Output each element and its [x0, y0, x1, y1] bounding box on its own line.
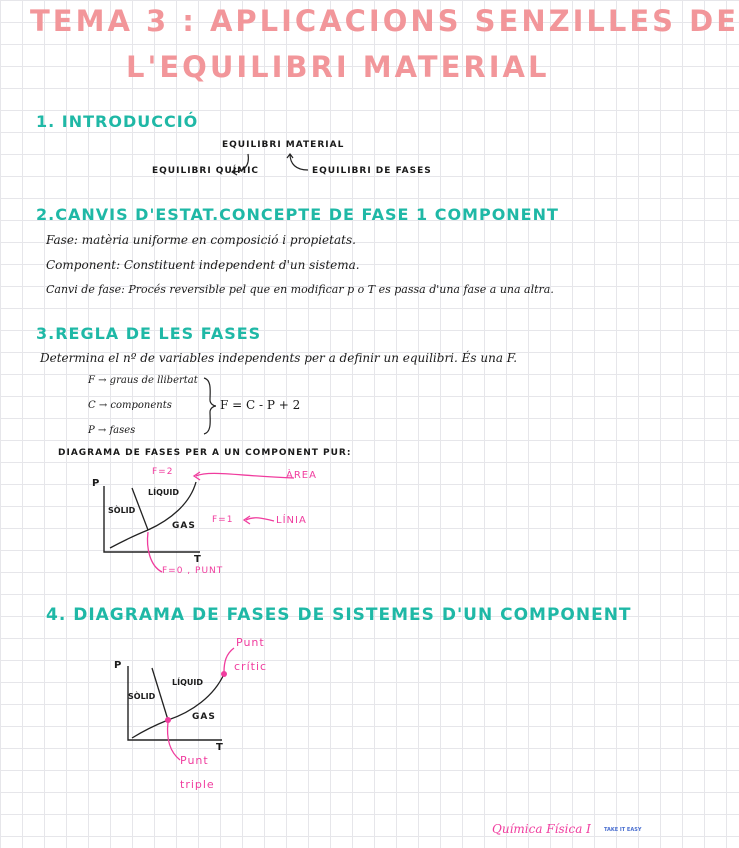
regla-intro: Determina el nº de variables independents per a definir un equilibri. És una F.	[40, 351, 518, 365]
section4-heading: 4. DIAGRAMA DE FASES DE SISTEMES D'UN COMPONENT	[46, 605, 632, 625]
page-title-line2: L'EQUILIBRI MATERIAL	[126, 50, 550, 84]
footer-logo: TAKE IT EASY	[604, 827, 642, 833]
label-punt-critic-2: crític	[234, 660, 268, 673]
def-fase: Fase: matèria uniforme en composició i propietats.	[46, 233, 356, 247]
page-title-line1: TEMA 3 : APLICACIONS SENZILLES DE	[30, 4, 739, 38]
def-canvi-fase: Canvi de fase: Procés reversible pel que en modificar p o T es passa d'una fase a una altra.	[46, 283, 554, 296]
intro-equilibri-material: EQUILIBRI MATERIAL	[222, 140, 345, 150]
label-linia: LÍNIA	[276, 515, 307, 526]
footer-subject: Química Física I	[492, 822, 591, 836]
label-f1: F=1	[212, 515, 234, 525]
intro-equilibri-quimic: EQUILIBRI QUÍMIC	[152, 166, 260, 176]
label-punt-triple-2: triple	[180, 778, 215, 791]
def-c: C → components	[88, 400, 172, 411]
diagram1-axis-t: T	[194, 554, 202, 565]
label-punt-triple-1: Punt	[180, 754, 209, 767]
diagram1-gas: GAS	[172, 521, 196, 531]
def-p: P → fases	[88, 425, 136, 436]
label-area: ÀREA	[286, 470, 317, 481]
intro-equilibri-fases: EQUILIBRI DE FASES	[312, 166, 432, 176]
label-f0-punt: F=0 , PUNT	[162, 566, 224, 576]
diagram1-axis-p: P	[92, 478, 101, 489]
diagram1-solid: SÒLID	[108, 506, 136, 515]
section1-heading: 1. INTRODUCCIÓ	[36, 112, 199, 131]
section3-heading: 3.REGLA DE LES FASES	[36, 324, 262, 343]
diagram2-solid: SÒLID	[128, 692, 156, 701]
diagram2-liquid: LÍQUID	[172, 678, 203, 687]
diagram2-gas: GAS	[192, 712, 216, 722]
formula-fases: F = C - P + 2	[220, 398, 301, 412]
label-f2: F=2	[152, 467, 174, 477]
diagram1-liquid: LÍQUID	[148, 488, 179, 497]
def-component: Component: Constituent independent d'un sistema.	[46, 258, 360, 272]
section2-heading: 2.CANVIS D'ESTAT.CONCEPTE DE FASE 1 COMPONENT	[36, 205, 559, 224]
diagram1-title: DIAGRAMA DE FASES PER A UN COMPONENT PUR:	[58, 448, 352, 458]
diagram2-axis-t: T	[216, 742, 224, 753]
diagram2-axis-p: P	[114, 660, 123, 671]
label-punt-critic-1: Punt	[236, 636, 265, 649]
def-f: F → graus de llibertat	[88, 375, 198, 386]
